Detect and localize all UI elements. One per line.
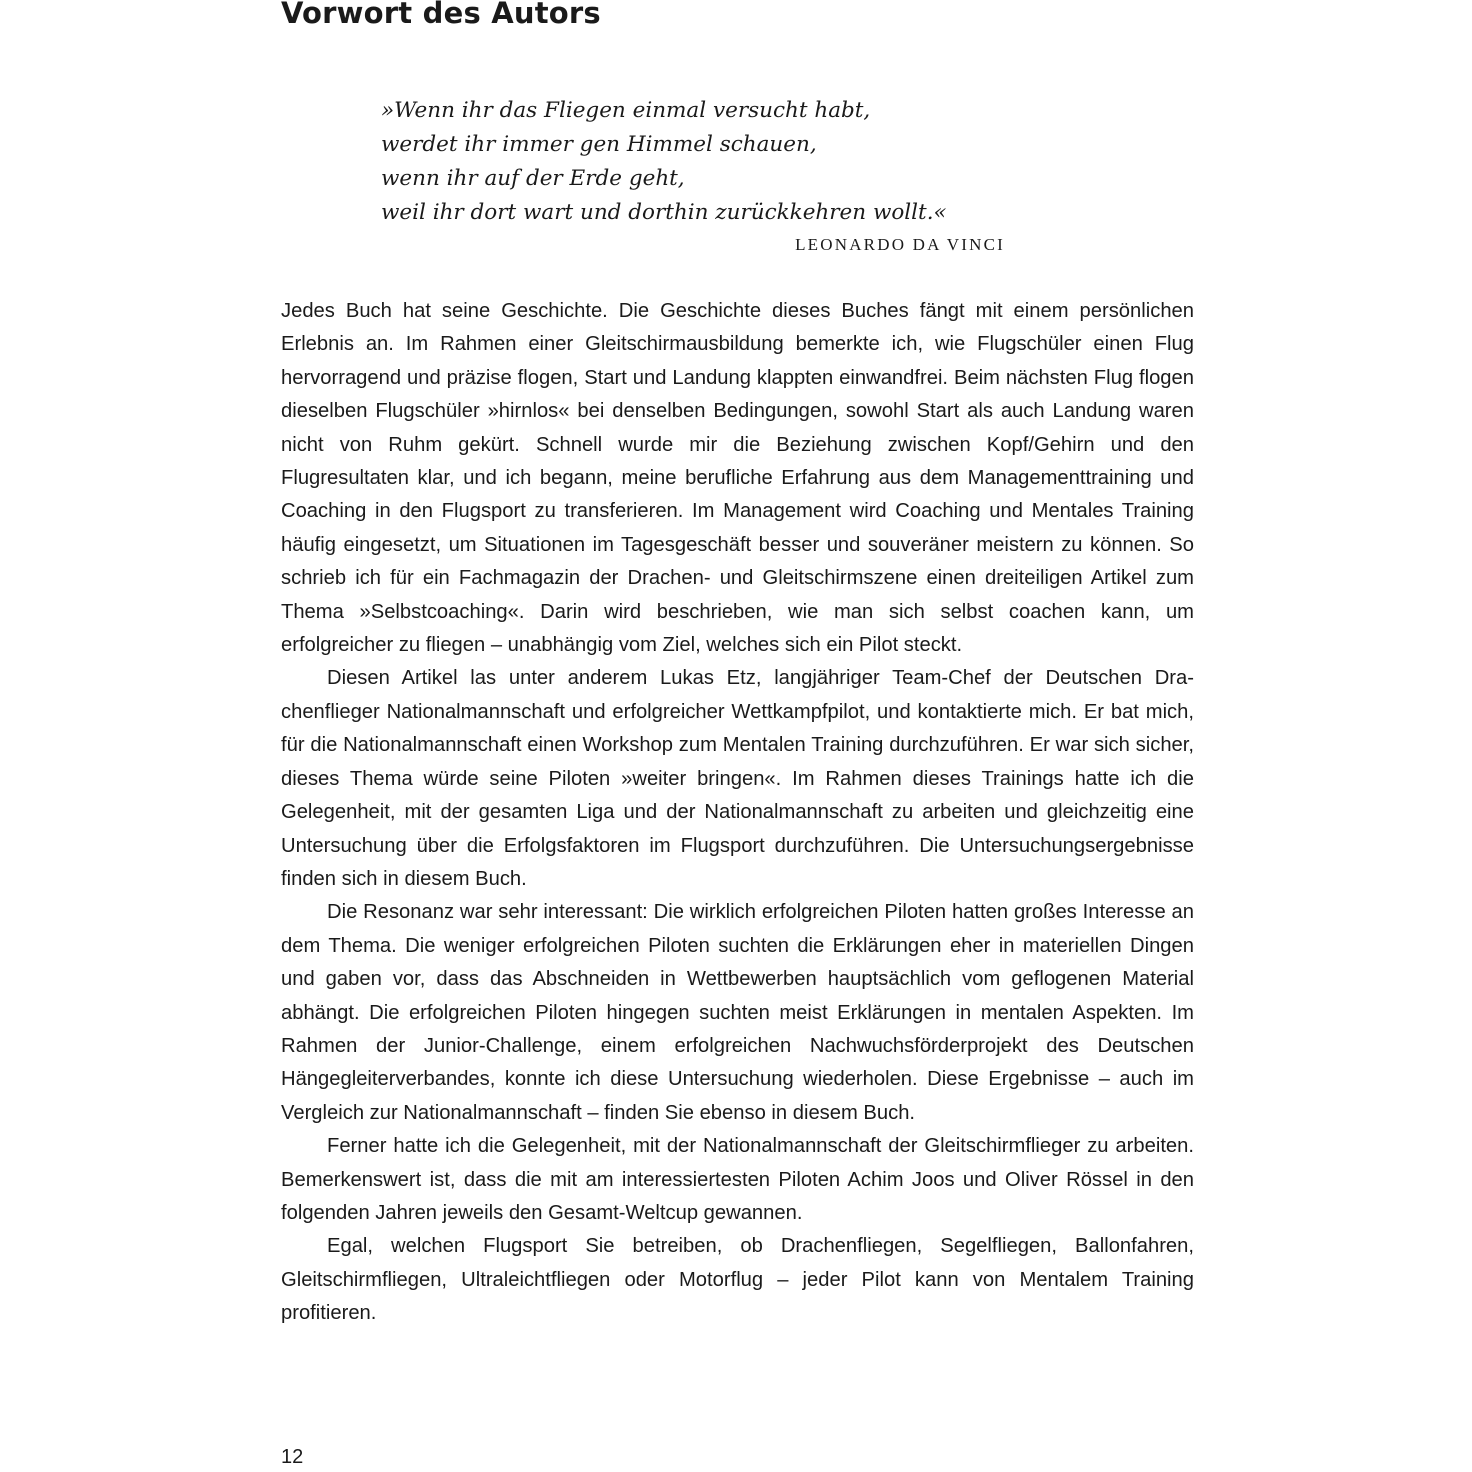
paragraph: Jedes Buch hat seine Geschichte. Die Geschichte dieses Buches fängt mit einem persönlichen Erlebnis an. Im Rahmen einer Gleitschirmausbildung bemerkte ich, wie Flugschüler einen Flug hervorragend und präzise flogen, Start und Landung klappten einwandfrei. Beim nächsten Flug flogen dieselben Flugschüler »hirnlos« bei denselben Bedingungen, sowohl Start als auch Landung waren nicht von Ruhm gekürt. Schnell wurde mir die Beziehung zwischen Kopf/Gehirn und den Flugresultaten klar, und ich begann, meine berufliche Erfahrung aus dem Managementtraining und Coaching in den Flugsport zu transferieren. Im Management wird Coaching und Mentales Training häufig eingesetzt, um Situationen im Tagesgeschäft besser und souveräner meistern zu können. So schrieb ich für ein Fachmagazin der Drachen- und Gleitschirmszene einen dreiteiligen Artikel zum Thema »Selbstcoaching«. Darin wird beschrieben, wie man sich selbst coachen kann, um erfolgreicher zu fliegen – unabhängig vom Ziel, welches sich ein Pilot steckt. bbox=[281, 300, 1194, 657]
paragraph: Die Resonanz war sehr interessant: Die wirklich erfolgreichen Piloten hatten großes Interesse an dem Thema. Die weniger erfolgreichen Piloten suchten die Erklärungen eher in materiellen Dingen und gaben vor, dass das Abschneiden in Wettbewerben hauptsächlich vom geflogenen Material abhängt. Die erfolgreichen Piloten hingegen suchten meist Erklärungen in mentalen Aspekten. Im Rahmen der Junior-Challenge, einem erfolgreichen Nachwuchsförderprojekt des Deutschen Hängegleiterverbandes, konnte ich diese Untersuchung wiederholen. Diese Ergebnisse – auch im Vergleich zur Nationalmannschaft – finden Sie ebenso in diesem Buch. bbox=[281, 901, 1194, 1124]
body-text bbox=[281, 295, 1194, 1331]
epigraph-line: weil ihr dort wart und dorthin zurückkehren wollt.« bbox=[381, 200, 947, 225]
epigraph-line: werdet ihr immer gen Himmel schauen, bbox=[381, 132, 817, 157]
page-number: 12 bbox=[281, 1446, 304, 1468]
paragraph: Ferner hatte ich die Gelegenheit, mit der Nationalmannschaft der Gleitschirmflieger zu arbeiten. Bemerkenswert ist, dass die mit am interessiertesten Piloten Achim Joos und Oliver Rössel in den folgenden Jahren jeweils den Gesamt-Weltcup gewannen. bbox=[281, 1135, 1194, 1224]
epigraph-quote bbox=[381, 94, 1011, 230]
chapter-title: Vorwort des Autors bbox=[281, 0, 601, 30]
paragraph: Diesen Artikel las unter anderem Lukas Etz, langjähriger Team-Chef der Deutschen Drachenflieger Nationalmannschaft und erfolgreicher Wettkampfpilot, und kontaktierte mich. Er bat mich, für die Nationalmannschaft einen Workshop zum Mentalen Training durchzuführen. Er war sich sicher, dieses Thema würde seine Piloten »weiter bringen«. Im Rahmen dieses Trainings hatte ich die Gelegenheit, mit der gesamten Liga und der Nationalmannschaft zu arbeiten und gleichzeitig eine Untersuchung über die Erfolgsfaktoren im Flugsport durchzuführen. Die Untersuchungsergebnisse finden sich in diesem Buch. bbox=[281, 667, 1194, 890]
epigraph-line: »Wenn ihr das Fliegen einmal versucht habt, bbox=[381, 98, 871, 123]
paragraph: Egal, welchen Flugsport Sie betreiben, ob Drachenfliegen, Segelfliegen, Ballonfahren, Gleitschirmfliegen, Ultraleichtfliegen oder Motorflug – jeder Pilot kann von Mentalem Training profitieren. bbox=[281, 1235, 1194, 1325]
epigraph-line: wenn ihr auf der Erde geht, bbox=[381, 166, 685, 191]
epigraph-author: LEONARDO DA VINCI bbox=[795, 235, 1005, 254]
